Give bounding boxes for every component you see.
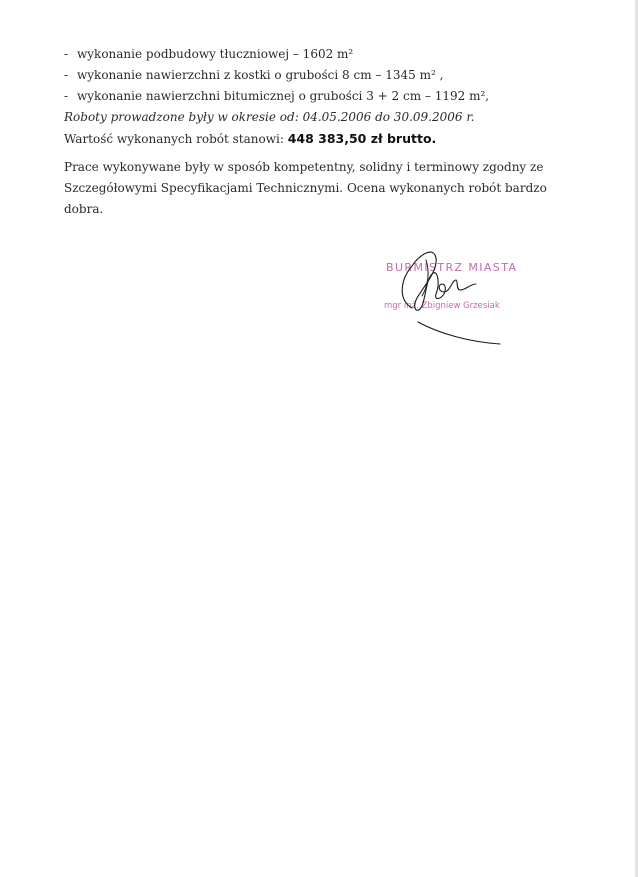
list-item	[64, 65, 584, 86]
works-list	[64, 44, 584, 107]
list-item-text: wykonanie nawierzchni z kostki o grubości 8 cm – 1345 m² ,	[77, 68, 444, 82]
work-value-amount: 448 383,50 zł brutto.	[287, 131, 437, 146]
handwritten-signature	[360, 240, 540, 350]
list-item-text: wykonanie nawierzchni bitumicznej o grubości 3 + 2 cm – 1192 m²,	[77, 89, 490, 103]
list-item-text: wykonanie podbudowy tłuczniowej – 1602 m²	[77, 47, 354, 61]
work-period: Roboty prowadzone były w okresie od: 04.05.2006 do 30.09.2006 r.	[64, 110, 475, 124]
stamp-name: mgr inż. Zbigniew Grzesiak	[384, 301, 500, 311]
document-body	[64, 44, 584, 232]
work-assessment: Prace wykonywane były w sposób kompetentny, solidny i terminowy zgodny ze Szczegółowymi Specyfikacjami Technicznymi. Ocena wykonanych robót bardzo dobra.	[64, 160, 547, 216]
work-value-label: Wartość wykonanych robót stanowi:	[64, 132, 288, 146]
list-item	[64, 44, 584, 65]
work-value	[64, 128, 584, 150]
list-item	[64, 86, 584, 107]
mayor-stamp	[360, 240, 540, 350]
stamp-title: BURMISTRZ MIASTA	[386, 261, 518, 274]
list-dash: -	[64, 89, 69, 103]
list-dash: -	[64, 47, 69, 61]
list-dash: -	[64, 68, 69, 82]
